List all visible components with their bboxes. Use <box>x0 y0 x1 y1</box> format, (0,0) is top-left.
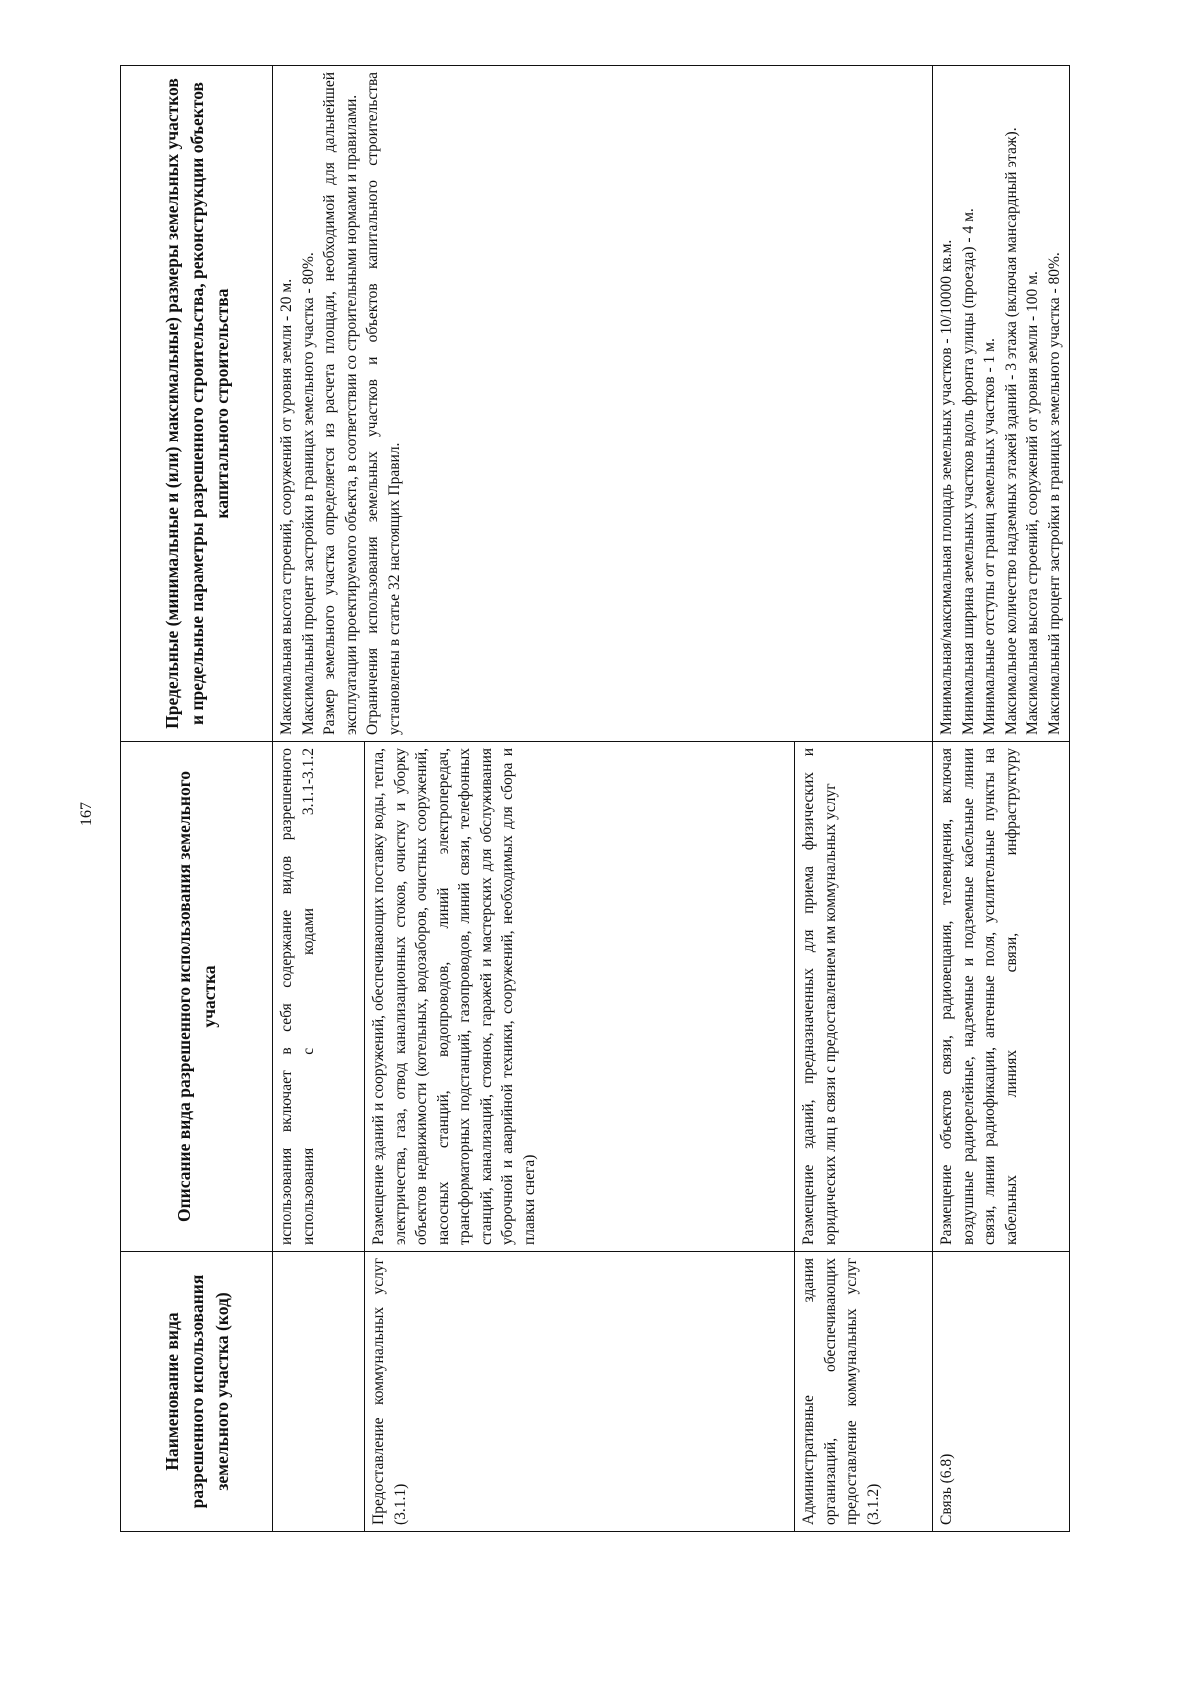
land-use-table <box>120 65 1070 1532</box>
row-description-cell: Размещение объектов связи, радиовещания, телевидения, включая воздушные радиорелейные, надземные и подземные кабельные линии связи, линии радиофикации, антенные поля, усилительные пункты на кабельных линиях связи, инфраструктуру <box>933 742 1070 1252</box>
rotated-page-content <box>120 66 1070 1532</box>
row-name-cell <box>273 1252 365 1532</box>
param-line: Максимальный процент застройки в границах земельного участка - 80%. <box>1045 252 1063 735</box>
param-line: Минимальная/максимальная площадь земельных участков - 10/10000 кв.м. <box>938 239 955 735</box>
param-line: Максимальное количество надземных этажей зданий - 3 этажа (включая мансардный этаж). <box>1002 127 1020 735</box>
row-description-cell: Размещение зданий, предназначенных для приема физических и юридических лиц в связи с предоставлением им коммунальных услуг <box>795 742 933 1252</box>
row-name-cell: Связь (6.8) <box>933 1252 1070 1532</box>
table-header-row <box>121 66 273 1532</box>
header-name-column: Наименование вида разрешенного использования земельного участка (код) <box>121 1252 273 1532</box>
page-number: 167 <box>78 802 95 826</box>
param-line: Максимальная высота строений, сооружений от уровня земли - 20 м. <box>278 278 295 735</box>
row-params-cell <box>933 66 1070 742</box>
row-name-cell: Предоставление коммунальных услуг (3.1.1) <box>365 1252 795 1532</box>
table-row <box>933 66 1070 1532</box>
header-description-column: Описание вида разрешенного использования земельного участка <box>121 742 273 1252</box>
row-description-cell: использования включает в себя содержание видов разрешенного использования с кодами 3.1.1-3.1.2 <box>273 742 365 1252</box>
param-line: Минимальная ширина земельных участков вдоль фронта улицы (проезда) - 4 м. <box>959 208 977 735</box>
row-description-cell: Размещение зданий и сооружений, обеспечивающих поставку воды, тепла, электричества, газа, отвод канализационных стоков, очистку и уборку объектов недвижимости (котельных, водозаборов, очистных сооружений, насосных станций, водопроводов, линий электропередач, трансформаторных подстанций, газопроводов, линий связи, телефонных станций, канализаций, стоянок, гаражей и мастерских для обслуживания уборочной и аварийной техники, сооружений, необходимых для сбора и плавки снега) <box>365 742 795 1252</box>
param-line: Минимальные отступы от границ земельных участков - 1 м. <box>981 338 998 735</box>
row-params-cell <box>273 66 933 742</box>
param-line: Максимальный процент застройки в границах земельного участка - 80%. <box>299 252 317 735</box>
landscape-table-wrapper <box>120 66 1070 1532</box>
param-line: Ограничения использования земельных участков и объектов капитального строительства установлены в статье 32 настоящих Правил. <box>364 72 403 735</box>
header-params-column: Предельные (минимальные и (или) максимальные) размеры земельных участков и предельные параметры разрешенного строительства, реконструкции объектов капитального строительства <box>121 66 273 742</box>
table-row <box>273 66 365 1532</box>
param-line: Размер земельного участка определяется из расчета площади, необходимой для дальнейшей эксплуатации проектируемого объекта, в соответствии со строительными нормами и правилами. <box>321 72 360 735</box>
row-name-cell: Административные здания организаций, обеспечивающих предоставление коммунальных услуг (3.1.2) <box>795 1252 933 1532</box>
param-line: Максимальная высота строений, сооружений от уровня земли - 100 м. <box>1024 271 1041 735</box>
